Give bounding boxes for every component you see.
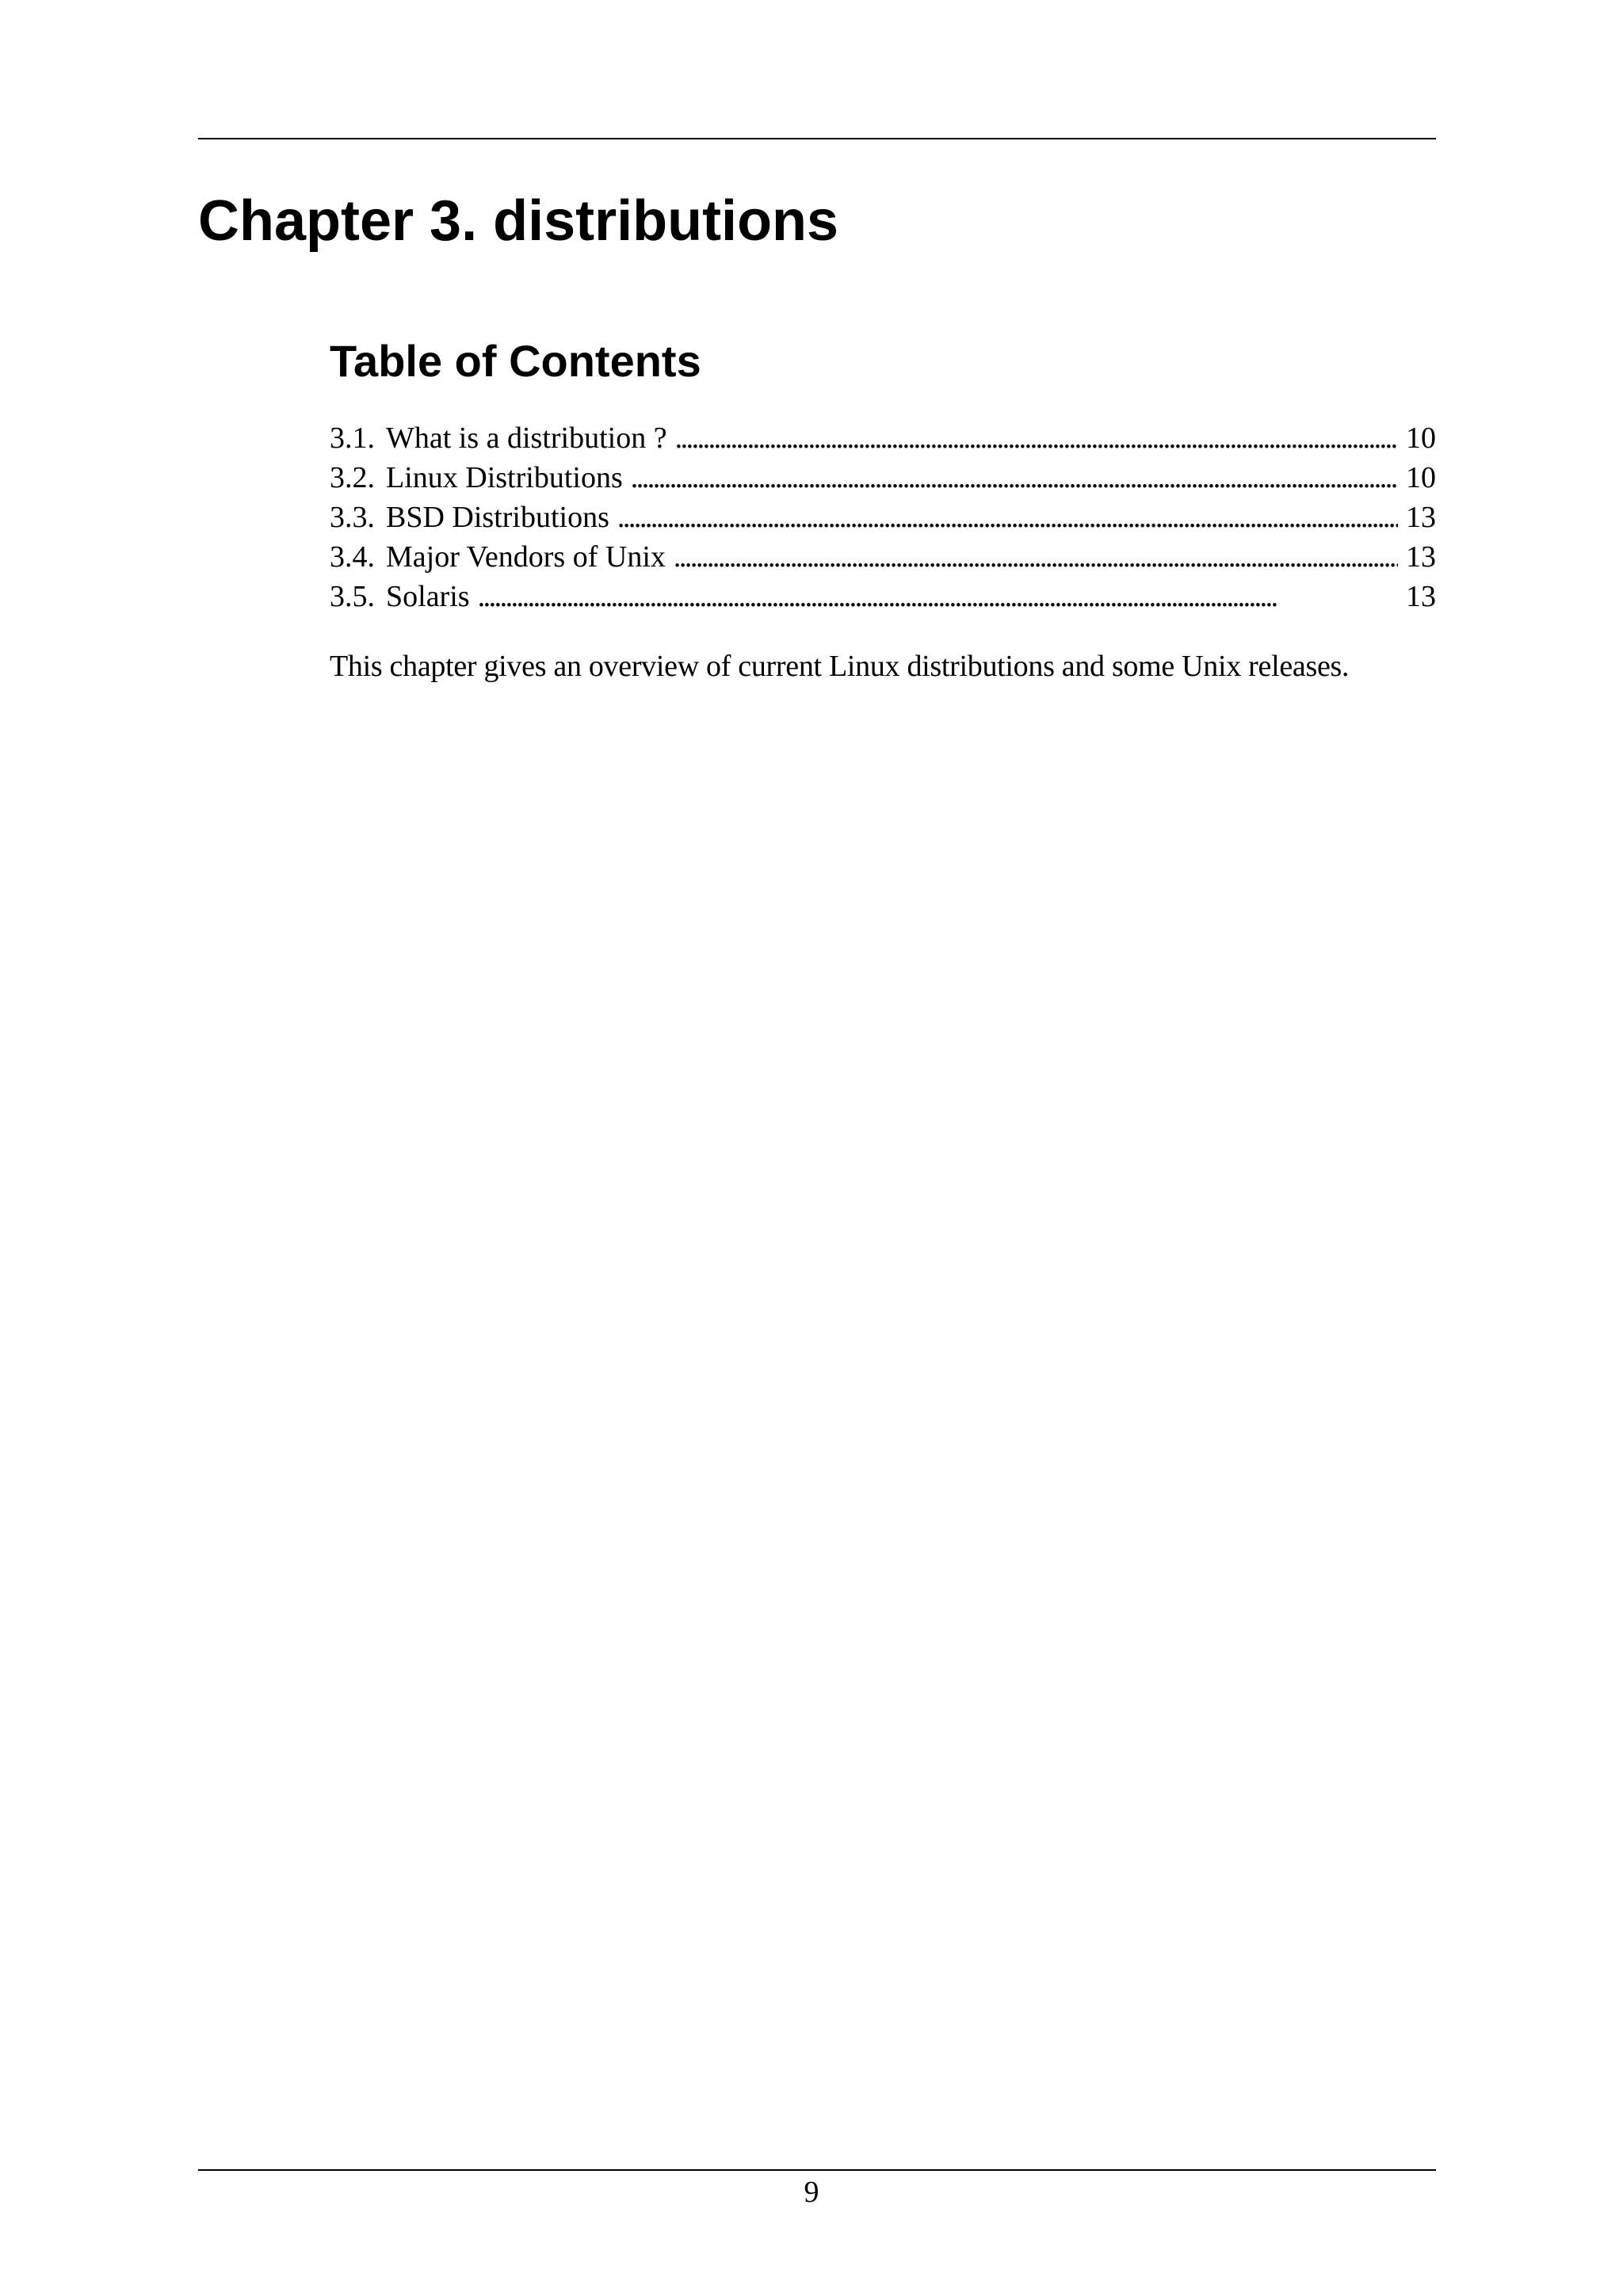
chapter-intro-paragraph: This chapter gives an overview of current Linux distributions and some Unix releases. xyxy=(330,650,1350,683)
toc-entry-number: 3.2. xyxy=(330,461,375,494)
toc-entry-title: Solaris xyxy=(386,580,470,613)
footer-rule xyxy=(198,2169,1436,2171)
toc-dot-leader xyxy=(617,498,1398,537)
toc-entry-page: 13 xyxy=(1406,540,1436,574)
toc-entry-page: 13 xyxy=(1406,501,1436,534)
toc-entry-number: 3.4. xyxy=(330,540,375,574)
toc-entry[interactable] xyxy=(330,537,1436,577)
toc-heading: Table of Contents xyxy=(330,336,701,386)
chapter-title: Chapter 3. distributions xyxy=(198,189,839,253)
toc-entry-title: What is a distribution ? xyxy=(386,421,667,455)
toc-entry[interactable] xyxy=(330,418,1436,458)
toc-entry-title: BSD Distributions xyxy=(386,501,609,534)
toc-entry-number: 3.5. xyxy=(330,580,375,613)
toc-entry-title: Major Vendors of Unix xyxy=(386,540,666,574)
toc-dot-leader xyxy=(478,577,1398,616)
toc-entry[interactable] xyxy=(330,577,1436,616)
toc-entry-number: 3.3. xyxy=(330,501,375,534)
toc-entry-number: 3.1. xyxy=(330,421,375,455)
toc-entry[interactable] xyxy=(330,498,1436,537)
toc-dot-leader xyxy=(631,458,1398,498)
toc-entry[interactable] xyxy=(330,458,1436,498)
toc-dot-leader xyxy=(674,537,1398,577)
header-rule xyxy=(198,138,1436,139)
toc-entry-page: 10 xyxy=(1406,421,1436,455)
toc-entry-page: 13 xyxy=(1406,580,1436,613)
toc-entry-page: 10 xyxy=(1406,461,1436,494)
toc-entry-title: Linux Distributions xyxy=(386,461,623,494)
toc-dot-leader xyxy=(675,418,1398,458)
page-number: 9 xyxy=(804,2176,819,2209)
table-of-contents xyxy=(330,418,1436,616)
